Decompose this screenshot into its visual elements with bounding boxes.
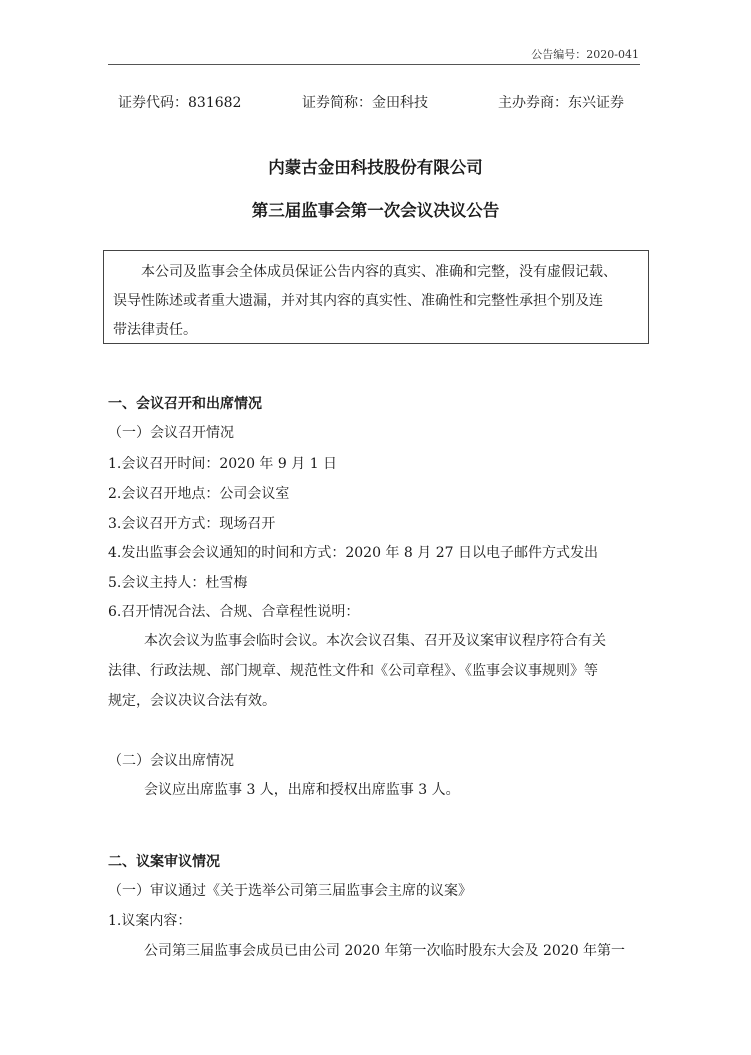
stock-code: 证券代码：831682 <box>118 95 242 111</box>
attendance-text: 会议应出席监事 3 人，出席和授权出席监事 3 人。 <box>144 782 460 798</box>
section-1-heading: 一、会议召开和出席情况 <box>108 396 262 412</box>
meeting-time: 1.会议召开时间：2020 年 9 月 1 日 <box>108 456 338 472</box>
compliance-para-line-2: 法律、行政法规、部门规章、规范性文件和《公司章程》、《监事会议事规则》等 <box>108 663 598 679</box>
stock-abbreviation: 证券简称：金田科技 <box>302 95 428 111</box>
meeting-host: 5.会议主持人：杜雪梅 <box>108 575 248 591</box>
sponsor-broker: 主办券商：东兴证券 <box>498 95 624 111</box>
compliance-para-line-3: 规定，会议决议合法有效。 <box>108 693 276 709</box>
notice-number: 公告编号：2020-041 <box>531 48 639 61</box>
section-2-sub-1: （一）审议通过《关于选举公司第三届监事会主席的议案》 <box>108 883 472 899</box>
compliance-para-line-1: 本次会议为监事会临时会议。本次会议召集、召开及议案审议程序符合有关 <box>144 633 606 649</box>
disclaimer-box <box>103 250 649 344</box>
disclaimer-line-2: 误导性陈述或者重大遗漏，并对其内容的真实性、准确性和完整性承担个别及连 <box>113 293 603 309</box>
disclaimer-line-1: 本公司及监事会全体成员保证公告内容的真实、准确和完整，没有虚假记载、 <box>141 264 617 280</box>
disclaimer-line-3: 带法律责任。 <box>113 322 197 338</box>
section-1-sub-1: （一）会议召开情况 <box>108 425 234 441</box>
header-divider <box>108 64 640 65</box>
motion-content-line-1: 公司第三届监事会成员已由公司 2020 年第一次临时股东大会及 2020 年第一 <box>144 943 626 959</box>
section-2-heading: 二、议案审议情况 <box>108 854 220 870</box>
notice-time-method: 4.发出监事会会议通知的时间和方式：2020 年 8 月 27 日以电子邮件方式发出 <box>108 545 598 561</box>
motion-content-label: 1.议案内容： <box>108 913 192 929</box>
meeting-method: 3.会议召开方式：现场召开 <box>108 516 276 532</box>
section-1-sub-2: （二）会议出席情况 <box>108 753 234 769</box>
compliance-heading: 6.召开情况合法、合规、合章程性说明： <box>108 604 360 620</box>
meeting-location: 2.会议召开地点：公司会议室 <box>108 486 290 502</box>
announcement-title: 第三届监事会第一次会议决议公告 <box>251 201 500 220</box>
company-title: 内蒙古金田科技股份有限公司 <box>268 158 483 177</box>
